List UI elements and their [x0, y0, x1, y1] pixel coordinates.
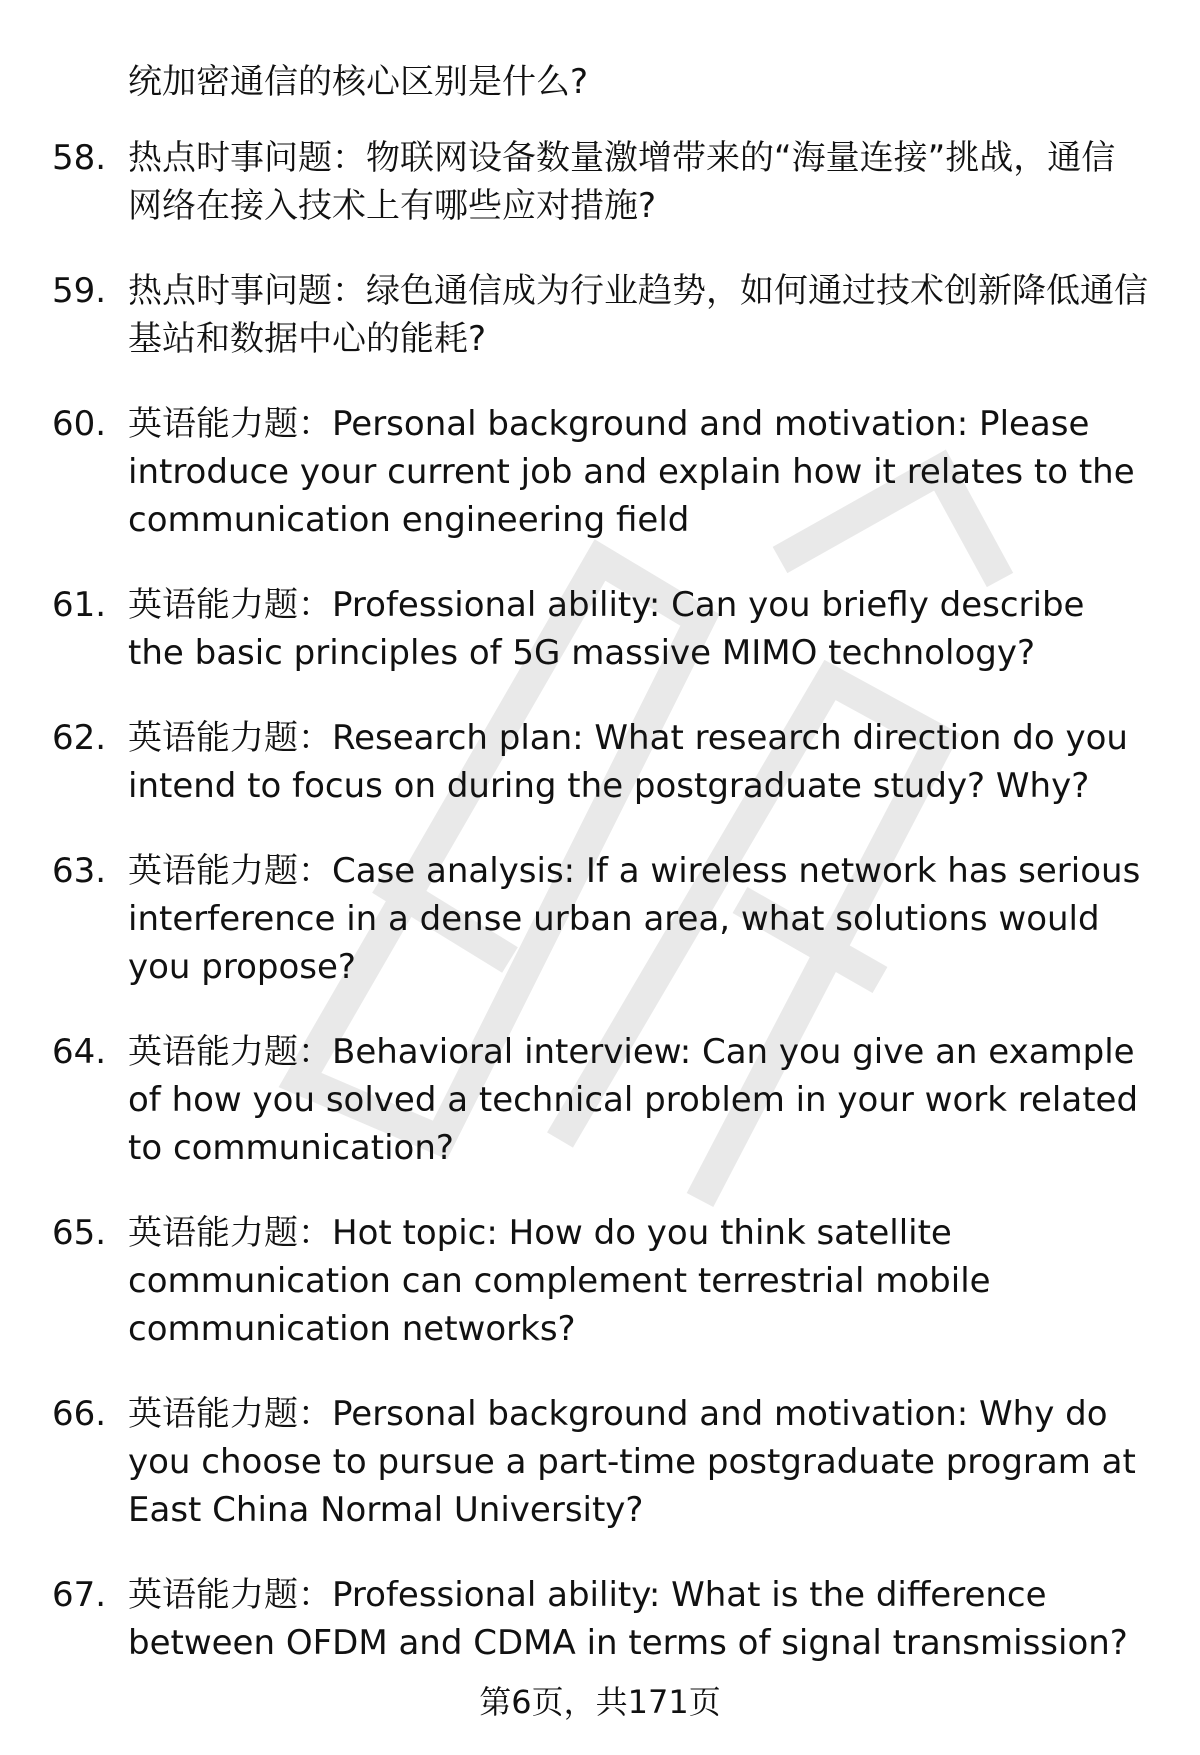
- question-number: 63.: [52, 851, 107, 891]
- question-text: 热点时事问题：绿色通信成为行业趋势，如何通过技术创新降低通信基站和数据中心的能耗?: [128, 271, 1148, 359]
- question-item: [0, 581, 1148, 677]
- question-number: 66.: [52, 1394, 107, 1434]
- question-item: [0, 1028, 1148, 1172]
- question-number: 60.: [52, 404, 107, 444]
- question-number: 58.: [52, 138, 107, 178]
- question-number: 65.: [52, 1213, 107, 1253]
- question-text: 英语能力题：Behavioral interview: Can you give an example of how you solved a technical problem in your work related to communication?: [128, 1032, 1139, 1168]
- question-text: 英语能力题：Personal background and motivation: Please introduce your current job and explain how it relates to the communication engineering field: [128, 404, 1135, 540]
- question-number: 67.: [52, 1575, 107, 1615]
- question-item: [0, 714, 1148, 810]
- question-item: [0, 847, 1148, 991]
- question-text: 英语能力题：Research plan: What research direction do you intend to focus on during the postgraduate study? Why?: [128, 718, 1128, 806]
- question-text: 热点时事问题：物联网设备数量激增带来的“海量连接”挑战，通信网络在接入技术上有哪些应对措施?: [128, 138, 1116, 226]
- question-item: [0, 1571, 1148, 1667]
- question-item: [0, 1390, 1148, 1534]
- question-text: 英语能力题：Hot topic: How do you think satellite communication can complement terrestrial mobile communication networks?: [128, 1213, 991, 1349]
- question-text: 英语能力题：Personal background and motivation: Why do you choose to pursue a part-time postgraduate program at East China Normal University?: [128, 1394, 1136, 1530]
- continuation-text: 统加密通信的核心区别是什么?: [128, 62, 589, 102]
- question-item: [0, 400, 1148, 544]
- question-item: [0, 134, 1148, 230]
- page-footer: 第6页，共171页: [479, 1683, 721, 1721]
- question-item: [0, 1209, 1148, 1353]
- question-number: 61.: [52, 585, 107, 625]
- question-number: 64.: [52, 1032, 107, 1072]
- question-number: 59.: [52, 271, 107, 311]
- question-text: 英语能力题：Professional ability: What is the difference between OFDM and CDMA in terms of signal transmission?: [128, 1575, 1128, 1663]
- question-list: [0, 134, 1200, 1704]
- question-text: 英语能力题：Case analysis: If a wireless network has serious interference in a dense urban area, what solutions would you propose?: [128, 851, 1141, 987]
- question-text: 英语能力题：Professional ability: Can you briefly describe the basic principles of 5G massive MIMO technology?: [128, 585, 1085, 673]
- question-number: 62.: [52, 718, 107, 758]
- question-item: [0, 267, 1148, 363]
